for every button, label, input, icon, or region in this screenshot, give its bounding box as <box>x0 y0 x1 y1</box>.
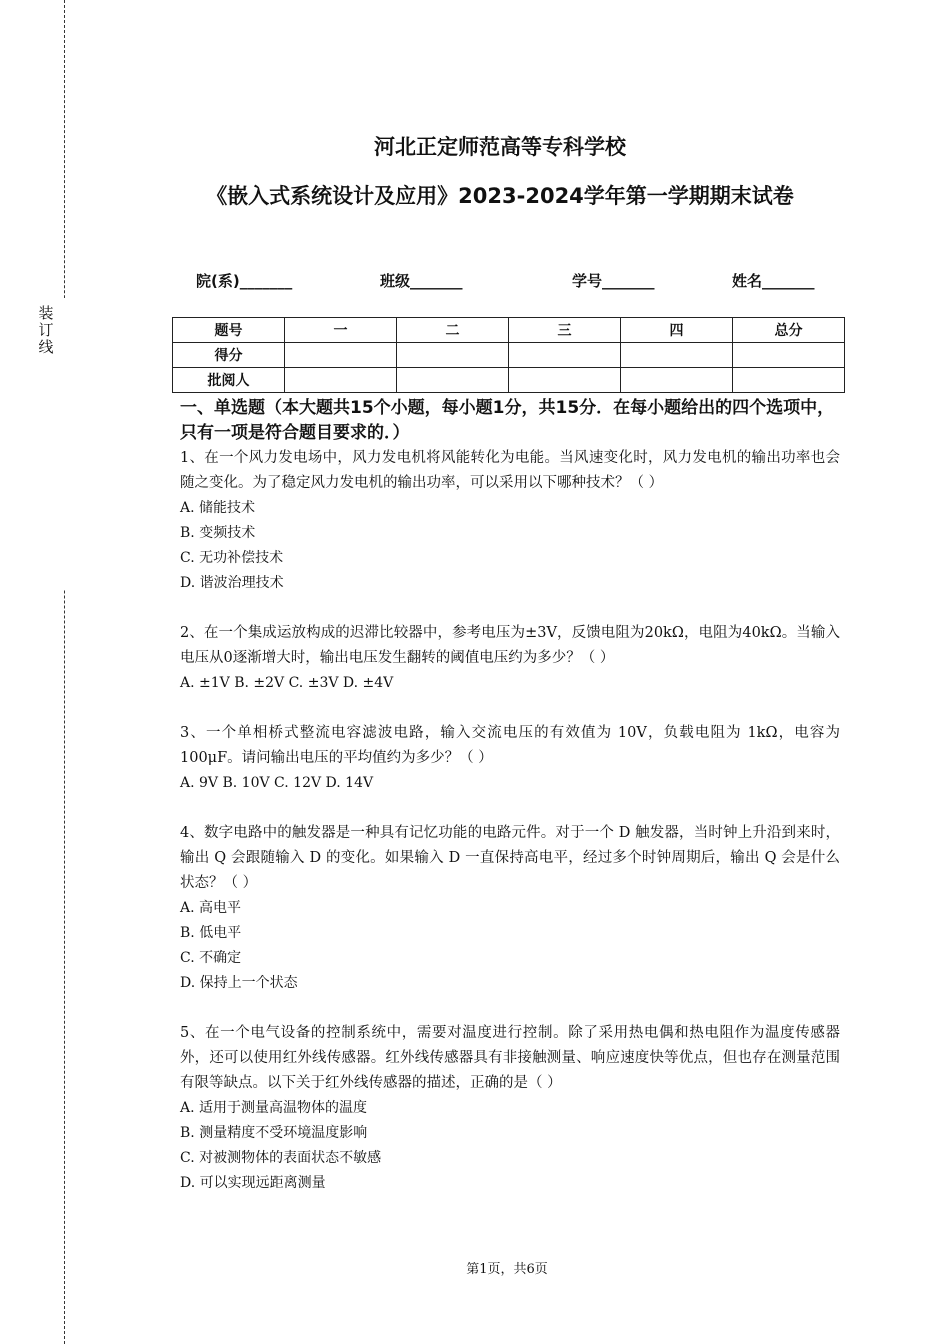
score-table-empty-cell <box>397 343 509 368</box>
score-table-cell: 二 <box>397 318 509 343</box>
question-4 <box>180 821 840 996</box>
school-name: 河北正定师范高等专科学校 <box>374 135 626 159</box>
binding-gap <box>60 298 70 590</box>
option: A. ±1V B. ±2V C. ±3V D. ±4V <box>180 675 394 691</box>
score-table-header-row <box>173 318 845 343</box>
question-2 <box>180 621 840 696</box>
student-id-field: 学号_______ <box>572 272 655 290</box>
page-footer: 第1页，共6页 <box>466 1262 548 1277</box>
option: B. 测量精度不受环境温度影响 <box>180 1125 368 1141</box>
score-table-row-grader <box>173 368 845 393</box>
option: D. 谐波治理技术 <box>180 575 284 591</box>
question-text: 4、数字电路中的触发器是一种具有记忆功能的电路元件。对于一个 D 触发器，当时钟上升沿到来时，输出 Q 会跟随输入 D 的变化。如果输入 D 一直保持高电平，经过多个时钟周期后，输出 Q 会是什么状态？（ ） <box>180 825 840 891</box>
question-text: 3、一个单相桥式整流电容滤波电路，输入交流电压的有效值为 10V，负载电阻为 1kΩ，电容为 100μF。请问输出电压的平均值约为多少？（ ） <box>180 725 840 766</box>
questions-content <box>180 396 840 1196</box>
score-table-empty-cell <box>285 368 397 393</box>
score-table-cell: 批阅人 <box>173 368 285 393</box>
option: A. 高电平 <box>180 900 242 916</box>
binding-char: 线 <box>38 338 54 356</box>
score-table-cell: 得分 <box>173 343 285 368</box>
option: D. 保持上一个状态 <box>180 975 298 991</box>
score-table-empty-cell <box>733 368 845 393</box>
option: D. 可以实现远距离测量 <box>180 1175 326 1191</box>
question-text: 1、在一个风力发电场中，风力发电机将风能转化为电能。当风速变化时，风力发电机的输出功率也会随之变化。为了稳定风力发电机的输出功率，可以采用以下哪种技术？（ ） <box>180 450 840 491</box>
class-field: 班级_______ <box>380 272 463 290</box>
binding-char: 装 <box>38 304 54 322</box>
question-text: 5、在一个电气设备的控制系统中，需要对温度进行控制。除了采用热电偶和热电阻作为温度传感器外，还可以使用红外线传感器。红外线传感器具有非接触测量、响应速度快等优点，但也存在测量范围有限等缺点。以下关于红外线传感器的描述，正确的是（ ） <box>180 1025 840 1091</box>
score-table-empty-cell <box>397 368 509 393</box>
score-table-cell: 一 <box>285 318 397 343</box>
option: B. 低电平 <box>180 925 242 941</box>
score-table-empty-cell <box>621 368 733 393</box>
score-table-cell: 四 <box>621 318 733 343</box>
option: C. 对被测物体的表面状态不敏感 <box>180 1150 382 1166</box>
binding-label <box>36 305 56 356</box>
option: B. 变频技术 <box>180 525 256 541</box>
score-table-row-score <box>173 343 845 368</box>
option: C. 不确定 <box>180 950 242 966</box>
option: A. 9V B. 10V C. 12V D. 14V <box>180 775 374 791</box>
name-field: 姓名_______ <box>732 272 815 290</box>
option: A. 储能技术 <box>180 500 256 516</box>
option: A. 适用于测量高温物体的温度 <box>180 1100 368 1116</box>
question-text: 2、在一个集成运放构成的迟滞比较器中，参考电压为±3V，反馈电阻为20kΩ，电阻为40kΩ。当输入电压从0逐渐增大时，输出电压发生翻转的阈值电压约为多少？（ ） <box>180 625 840 666</box>
score-table-empty-cell <box>509 343 621 368</box>
department-field: 院(系)_______ <box>196 272 293 290</box>
section-heading: 一、单选题（本大题共15个小题，每小题1分，共15分．在每小题给出的四个选项中，只有一项是符合题目要求的．） <box>180 398 835 443</box>
student-info-row <box>0 270 950 292</box>
binding-char: 订 <box>38 321 54 339</box>
score-table-cell: 三 <box>509 318 621 343</box>
score-table <box>172 317 845 393</box>
option: C. 无功补偿技术 <box>180 550 284 566</box>
score-table-empty-cell <box>509 368 621 393</box>
score-table-empty-cell <box>285 343 397 368</box>
question-1 <box>180 446 840 596</box>
question-3 <box>180 721 840 796</box>
exam-title: 《嵌入式系统设计及应用》2023-2024学年第一学期期末试卷 <box>206 184 794 208</box>
score-table-cell: 总分 <box>733 318 845 343</box>
question-5 <box>180 1021 840 1196</box>
score-table-empty-cell <box>733 343 845 368</box>
score-table-cell: 题号 <box>173 318 285 343</box>
score-table-empty-cell <box>621 343 733 368</box>
